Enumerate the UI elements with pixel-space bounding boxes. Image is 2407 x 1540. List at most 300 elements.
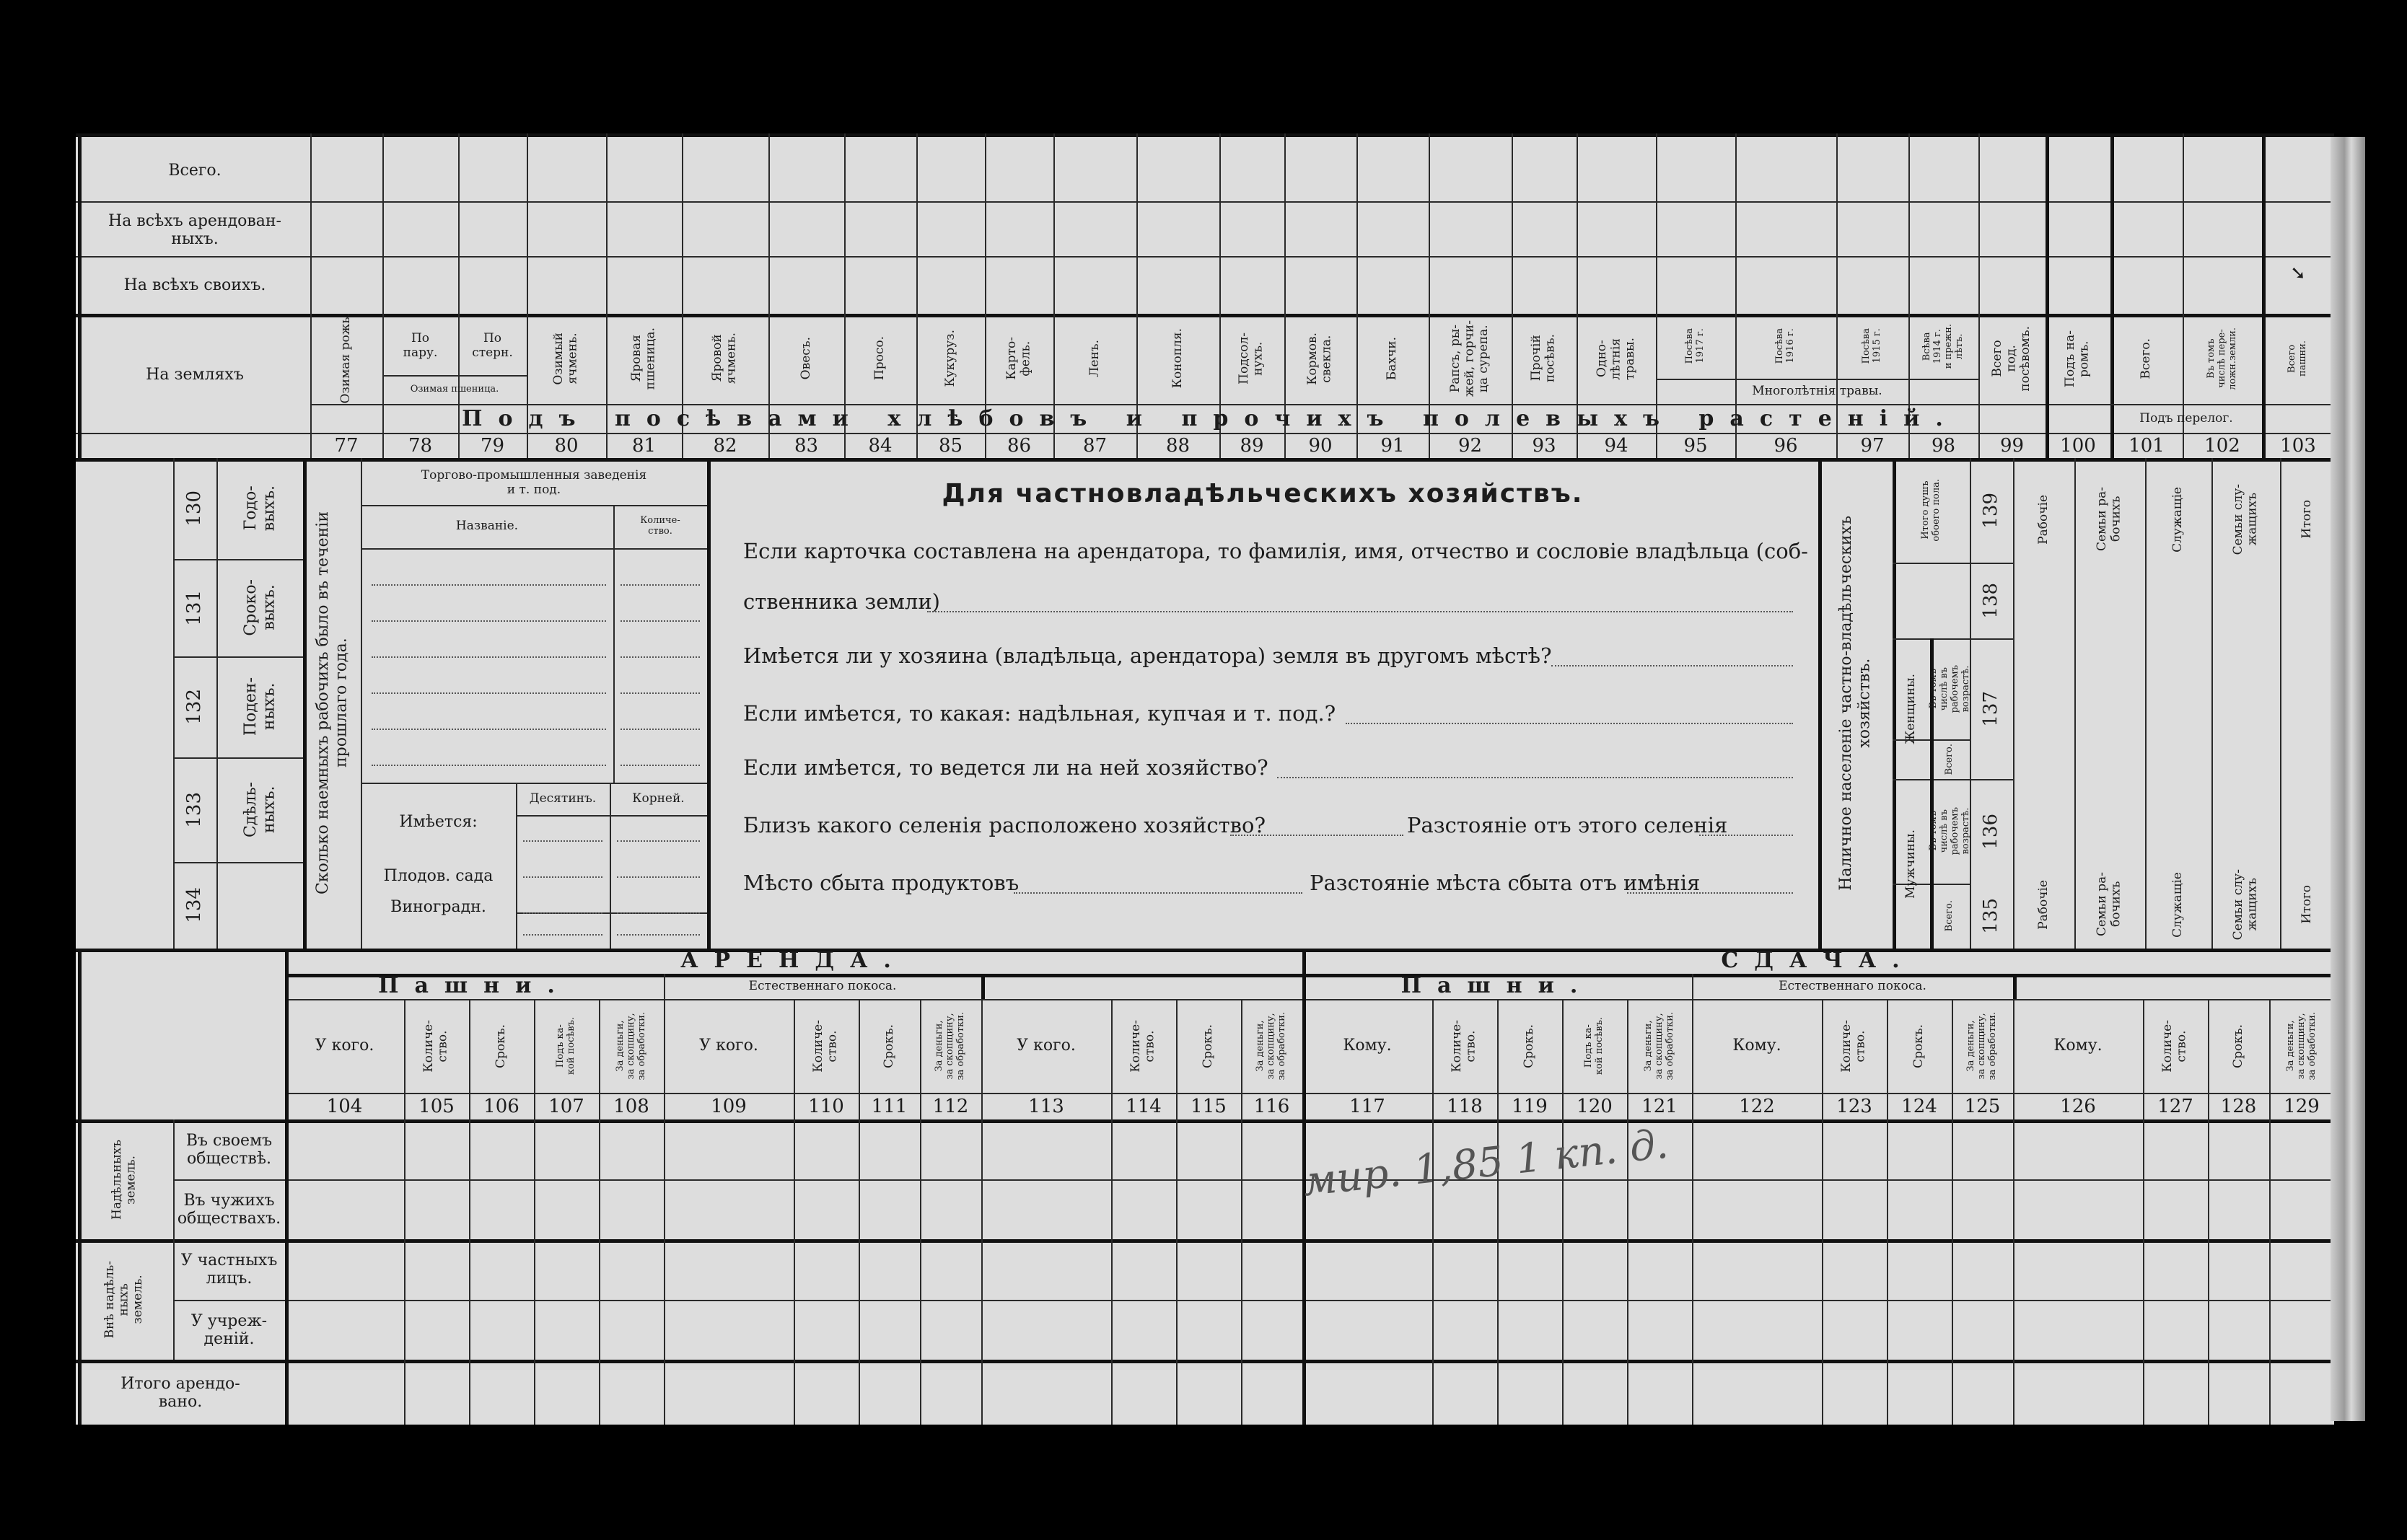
crop-header-text: Конопля. [1170,328,1185,389]
crop-header [1219,315,1284,402]
question-village-distance: Разстоянiе отъ этого селенiя [1407,813,1728,837]
label-vnenadelnykh-text: Внѣ надѣль- ныхъ земель. [102,1260,146,1339]
sub-header-pod-perelog: Подъ перелог. [2139,411,2233,426]
label-skolko-naemnykh [303,462,361,945]
right-col-header-text: Служащiе [2170,486,2185,553]
crop-header [2046,315,2110,402]
header-kolichestvo-text: Количе- ство. [1839,1019,1868,1073]
rule-h [361,548,707,550]
right-col-header-text: Итого [2299,500,2314,539]
dotted-line [621,656,700,658]
worker-col-number-text: 130 [183,490,206,527]
crop-header [1136,315,1219,402]
worker-type-label-text: Сроко- выхъ. [241,579,278,636]
label-nalichnoe-naselenie-text: Наличное населенiе частно-владѣльческихъ хозяйствъ. [1837,516,1874,891]
column-number: 104 [326,1095,363,1117]
dotted-line [523,934,602,936]
rule-v [2013,974,2017,999]
arrow-mark: ➘ [2290,263,2306,285]
section-title-pod-posevami: Подъ посѣвами хлѣбовъ и прочихъ полевыхъ растенiй. [462,405,1959,431]
pop-col-number-text: 136 [1980,813,2002,850]
crop-header-text: Кормов. свекла. [1305,332,1334,385]
crop-header [1577,315,1656,402]
worker-type-label [216,458,303,559]
label-muzhchiny-text: Мужчины. [1903,829,1919,899]
crop-header-text: Подсол- нухъ. [1237,333,1266,384]
column-number: 107 [548,1095,584,1117]
column-number: 94 [1604,434,1628,457]
crop-header [1356,315,1429,402]
dotted-line [1627,892,1793,894]
row-label-uchrezhdeniy: У учреж- денiй. [190,1311,268,1348]
rule-h [76,1119,2334,1123]
header-srok-text: Срокъ. [494,1024,509,1068]
header-za-dengi-text: За деньги, за скопщину, за обработки. [1965,1011,1998,1081]
column-number: 119 [1512,1095,1548,1117]
rule-v [78,133,82,458]
label-vnenadelnykh [76,1239,173,1360]
right-col-header [2280,462,2334,577]
header-nazvanie: Названiе. [455,519,519,534]
column-number: 120 [1577,1095,1613,1117]
dotted-line [621,765,700,766]
column-number: 126 [2060,1095,2096,1117]
column-number: 95 [1683,434,1708,457]
column-number: 99 [1999,434,2025,457]
dotted-line [617,876,700,878]
rule-h [76,133,2334,137]
pop-col-number-text: 135 [1980,898,2002,934]
question-owner: Если карточка составлена на арендатора, то фамилiя, имя, отчество и сословiе владѣльца (соб- [743,539,1808,563]
crop-header-text: Озимый ячмень. [551,332,580,385]
worker-col-number [173,656,216,757]
header-komu: Кому. [1343,1037,1392,1055]
worker-col-number [173,862,216,949]
crop-header [916,315,985,402]
column-number: 101 [2128,434,2165,457]
crop-header-text: Посѣва 1917 г. [1684,328,1706,364]
pop-col-number [1970,638,2013,779]
worker-col-number-text: 134 [183,887,206,923]
column-number: 117 [1349,1095,1385,1117]
sub-header-pashni: Пашни. [378,973,571,999]
label-v-tom-chisle-text: Въ томъ числѣ въ рабочемъ возрастѣ. [1927,664,1971,713]
right-col-footer [2074,862,2145,947]
label-skolko-naemnykh-text: Сколько наемныхъ рабочихъ было въ теченiи прошлаго года. [313,511,350,895]
header-srok-text: Срокъ. [1911,1024,1926,1068]
right-col-header [2074,462,2145,577]
crop-header [2262,315,2334,402]
row-label-chuzhikh: Въ чужихъ обществахъ. [177,1191,281,1228]
rule-h [76,256,2334,258]
dotted-line [621,584,700,586]
right-col-header [2013,462,2074,577]
header-za-dengi-text: За деньги, за скопщину, за обработки. [934,1011,966,1081]
right-col-header [2145,462,2211,577]
column-number: 78 [408,434,433,457]
row-label-svoem: Въ своемъ обществѣ. [185,1131,273,1168]
label-vsego-zh [1930,739,1970,779]
rule-h [173,1300,2334,1301]
column-number: 124 [1901,1095,1937,1117]
sub-header-pashni: Пашни. [1400,973,1594,999]
column-number: 125 [1964,1095,2001,1117]
crop-header-text: Овесъ. [798,337,813,380]
right-col-footer [2145,862,2211,947]
worker-col-number-text: 132 [183,689,206,725]
rule-h [516,815,707,817]
header-kolichestvo [794,999,859,1093]
rule-h [76,1360,2334,1363]
column-number: 90 [1308,434,1333,457]
row-label-chastnykh: У частныхъ лицъ. [180,1251,278,1288]
pop-col-number-text: 139 [1980,492,2002,529]
crop-header [1512,315,1577,402]
pop-col-number [1970,884,2013,949]
header-za-dengi-text: За деньги, за скопщину, за обработки. [2284,1011,2318,1081]
header-za-dengi-text: За деньги, за скопщину, за обработки. [1255,1011,1287,1081]
crop-header [527,315,606,402]
header-kolichestvo: Количе- ство. [640,515,680,537]
column-number: 103 [2280,434,2316,457]
dotted-line [927,611,1793,612]
dotted-line [1014,892,1302,894]
header-kolichestvo [1111,999,1176,1093]
label-v-tom-chisle [1927,638,1971,739]
crop-header-text: Рапсъ, ры- жей, горчи- ца сурепа. [1448,320,1491,397]
dotted-line [523,876,602,878]
crop-header: По стерн. [472,331,513,360]
label-nalichnoe-naselenie [1818,462,1893,945]
dotted-line [1551,665,1793,666]
header-srok [469,999,534,1093]
crop-header [310,315,382,402]
column-number: 109 [711,1095,747,1117]
column-number: 79 [480,434,505,457]
rule-h [76,201,2334,203]
crop-header [768,315,844,402]
rule-v [707,458,711,949]
column-number: 83 [794,434,819,457]
column-number: 129 [2284,1095,2320,1117]
crop-header-text: Всего под. посѣвомъ. [1990,325,2033,392]
header-kolichestvo [1432,999,1497,1093]
crop-header [1908,315,1978,377]
header-pod-kakoy [1562,999,1627,1093]
worker-type-label [216,656,303,757]
dotted-line [1699,835,1793,836]
crop-header [1429,315,1512,402]
dotted-line [1230,835,1403,836]
crop-header-text: Одно- лѣтнiя травы. [1594,337,1637,380]
question-other-land: Имѣется ли у хозяина (владѣльца, арендатора) земля въ другомъ мѣстѣ? [743,643,1552,668]
worker-type-label [216,757,303,862]
header-za-dengi-text: За деньги, за скопщину, за обработки. [1642,1011,1675,1081]
pop-col-number-text: 138 [1980,582,2002,619]
column-number: 82 [713,434,737,457]
label-vinogradn: Виноградн. [390,897,486,916]
header-srok-text: Срокъ. [1522,1024,1537,1068]
header-pod-kakoy-text: Подъ ка- кой посѣвъ. [1583,1016,1605,1075]
section-title-sdacha: СДАЧА. [1721,948,1916,974]
crop-header-text: Бахчи. [1385,336,1400,381]
header-kolichestvo-text: Количе- ство. [1128,1019,1157,1073]
column-number: 86 [1007,434,1032,457]
header-desyatin: Десятинъ. [529,791,597,806]
dotted-line [372,765,606,766]
rule-h [76,1239,2334,1243]
row-label-svoikh: На всѣхъ своихъ. [123,276,266,295]
question-owner-cont: ственника земли) [743,589,940,614]
crop-header-text: Всего пашни. [2287,340,2308,377]
crop-header-text: Ленъ. [1087,340,1102,377]
column-number: 108 [613,1095,649,1117]
crop-header [1735,315,1836,377]
header-u-kogo: У кого. [1017,1037,1076,1055]
pop-col-number-text: 137 [1980,690,2002,727]
label-nadelnykh-text: Надѣльныхъ земель. [109,1139,139,1220]
right-col-header-text: Семьи слу- жащихъ [2230,483,2260,555]
column-number: 81 [631,434,657,457]
column-number: 118 [1447,1095,1483,1117]
header-za-dengi [1952,999,2013,1093]
question-village: Близъ какого селенiя расположено хозяйство? [743,813,1266,837]
section-title-arenda: АРЕНДА. [680,948,907,974]
right-col-footer [2280,862,2334,947]
crop-header [682,315,768,402]
column-number: 88 [1165,434,1191,457]
label-zhenshchiny-text: Женщины. [1903,673,1919,744]
sub-header-estestv: Естественнаго покоса. [748,978,897,993]
header-srok-text: Срокъ. [1201,1024,1216,1068]
right-col-footer-text: Служащiе [2170,871,2185,938]
right-col-footer [2211,862,2280,947]
header-srok [2208,999,2269,1093]
column-number: 106 [483,1095,519,1117]
pop-col-number [1970,563,2013,638]
crop-header-text: Прочiй посѣвъ. [1529,334,1558,383]
label-muzhchiny [1893,779,1930,949]
sub-header-estestv: Естественнаго покоса. [1779,978,1926,993]
label-v-tom-chisle-text: Въ томъ числѣ въ рабочемъ возрастѣ. [1927,807,1971,855]
header-srok [859,999,920,1093]
column-number: 93 [1532,434,1556,457]
header-kolichestvo [2143,999,2208,1093]
right-col-footer-text: Итого [2299,885,2314,924]
row-label-arendovannykh: На всѣхъ арендован- ныхъ. [108,211,281,248]
column-number: 105 [418,1095,455,1117]
dotted-line [617,840,700,842]
column-number: 122 [1739,1095,1775,1117]
header-u-kogo: У кого. [315,1037,374,1055]
column-number: 128 [2220,1095,2257,1117]
dotted-line [523,912,602,914]
right-col-footer-text: Семьи ра- бочихъ [2095,872,2123,937]
column-number: 110 [808,1095,844,1117]
label-vsego-m-text: Всего. [1944,900,1955,932]
column-number: 115 [1191,1095,1227,1117]
dotted-line [372,656,606,658]
header-u-kogo: У кого. [699,1037,758,1055]
dotted-line [621,692,700,694]
crop-header-text: Въ томъ числѣ пере- ложн.земли. [2205,327,2238,390]
column-number: 77 [334,434,359,457]
question-farming: Если имѣется, то ведется ли на ней хозяйство? [743,755,1268,780]
column-number: 91 [1380,434,1405,457]
column-number: 89 [1240,434,1264,457]
crop-header [2183,315,2262,402]
worker-type-label [216,862,303,949]
header-srok-text: Срокъ. [881,1024,896,1068]
dotted-line [372,584,606,586]
label-vsego-zh-text: Всего. [1944,743,1955,775]
crop-header-text: Карто- фель. [1004,337,1033,380]
dotted-line [372,692,606,694]
right-col-footer [2013,862,2074,947]
header-kolichestvo-text: Количе- ство. [1450,1019,1478,1073]
crop-header [985,315,1053,402]
column-number: 84 [868,434,893,457]
header-srok [1887,999,1952,1093]
header-srok [1176,999,1241,1093]
crop-header-text: Просо. [872,336,887,381]
worker-col-number [173,757,216,862]
crop-header [2110,315,2183,402]
worker-type-label-text: Годо- выхъ. [241,485,278,532]
crop-header-text: Яровой ячмень. [710,333,739,384]
column-number: 96 [1774,434,1798,457]
header-kolichestvo [1822,999,1887,1093]
crop-header [844,315,916,402]
label-imeetsya: Имѣется: [399,813,478,832]
label-v-tom-chisle [1927,779,1971,884]
header-za-dengi [2269,999,2334,1093]
crop-header [606,315,682,402]
census-card-sheet [76,133,2334,1425]
rule-h [173,1179,2334,1181]
label-zhenshchiny [1893,638,1930,779]
crop-header-text: Всего. [2139,338,2154,379]
crop-header [1978,315,2046,402]
column-number: 97 [1860,434,1885,457]
worker-col-number-text: 131 [183,589,206,626]
crop-header-text: Озимая рожь. [338,313,354,404]
column-number: 114 [1126,1095,1162,1117]
column-number: 113 [1028,1095,1064,1117]
column-number: 111 [871,1095,908,1117]
private-farms-title: Для частновладѣльческихъ хозяйствъ. [942,479,1584,509]
worker-col-number-text: 133 [183,791,206,828]
column-number: 112 [932,1095,969,1117]
sub-header-mnogoletnie: Многолѣтнiя травы. [1752,383,1882,398]
column-number: 100 [2060,434,2096,457]
header-srok [1497,999,1562,1093]
dotted-line [372,729,606,730]
header-komu: Кому. [1732,1037,1781,1055]
crop-header-text: Посѣва 1916 г. [1774,328,1796,364]
column-number: 98 [1931,434,1956,457]
column-number: 87 [1082,434,1108,457]
dotted-line [617,912,700,914]
dotted-line [1277,777,1793,778]
worker-type-label-text: Поден- ныхъ. [241,677,278,736]
row-label-vsego: Всего. [168,162,222,180]
label-vsego-m [1930,884,1970,949]
question-market-distance: Разстоянiе мѣста сбыта отъ имѣнiя [1310,871,1701,895]
crop-header-text: Посѣва 1915 г. [1861,328,1882,364]
column-number: 102 [2204,434,2240,457]
header-torgovo: Торгово-промышленныя заведенiя и т. под. [421,468,647,497]
worker-type-label [216,559,303,656]
pop-col-number [1970,779,2013,884]
header-kolichestvo-text: Количе- ство. [2160,1019,2189,1073]
right-col-footer-text: Рабочiе [2035,879,2051,930]
label-itogo-dush-text: Итого душъ обоего пола. [1919,479,1942,542]
crop-header-text: Всѣва 1914 г. и прежн. лѣтъ. [1921,323,1965,369]
row-label-itogo: Итого арендо- вано. [120,1374,240,1411]
handwritten-note: мир. 1,85 1 кп. д. [1300,1120,1671,1206]
label-plodov-sada: Плодов. сада [383,867,494,886]
column-number: 92 [1457,434,1483,457]
dotted-line [1346,723,1793,724]
column-number: 116 [1253,1095,1290,1117]
crop-header-text: Подъ на- ромъ. [2063,330,2092,387]
rule-v [2262,133,2266,458]
pop-col-number [1970,458,2013,563]
header-srok-text: Срокъ. [2230,1024,2245,1068]
worker-col-number [173,458,216,559]
header-pod-kakoy [534,999,599,1093]
crop-header-text: Яровая пшеница. [628,327,658,390]
crop-header [1656,315,1735,377]
header-korney: Корней. [632,791,685,806]
label-itogo-dush [1893,458,1970,563]
row-label-na-zemlyakh: На земляхъ [146,366,244,384]
crop-header [1284,315,1356,402]
dotted-line [621,729,700,730]
right-col-header-text: Семьи ра- бочихъ [2095,487,2123,552]
header-za-dengi-text: За деньги, за скопщину, за обработки. [614,1011,647,1081]
question-land-kind: Если имѣется, то какая: надѣльная, купчая и т. под.? [743,701,1336,726]
page-edge [2331,137,2365,1421]
crop-header: По пару. [403,331,438,360]
header-komu: Кому. [2053,1037,2103,1055]
column-number: 127 [2157,1095,2193,1117]
crop-header [1836,315,1908,377]
label-nadelnykh [76,1119,173,1239]
header-za-dengi [1627,999,1692,1093]
right-col-footer-text: Семьи слу- жащихъ [2230,868,2260,941]
header-za-dengi [1241,999,1302,1093]
column-number: 123 [1836,1095,1872,1117]
dotted-line [621,620,700,622]
column-number: 85 [938,434,963,457]
dotted-line [523,840,602,842]
header-kolichestvo [404,999,469,1093]
right-col-header [2211,462,2280,577]
dotted-line [617,934,700,936]
header-kolichestvo-text: Количе- ство. [421,1019,450,1073]
rule-v [981,974,985,999]
header-pod-kakoy-text: Подъ ка- кой посѣвъ. [555,1016,576,1075]
header-kolichestvo-text: Количе- ство. [811,1019,840,1073]
worker-type-label-text: Сдѣль- ныхъ. [241,781,278,838]
column-number: 80 [554,434,579,457]
crop-header-text: Кукуруз. [942,330,957,387]
crop-header [1053,315,1136,402]
worker-col-number [173,559,216,656]
question-market: Мѣсто сбыта продуктовъ [743,871,1020,895]
